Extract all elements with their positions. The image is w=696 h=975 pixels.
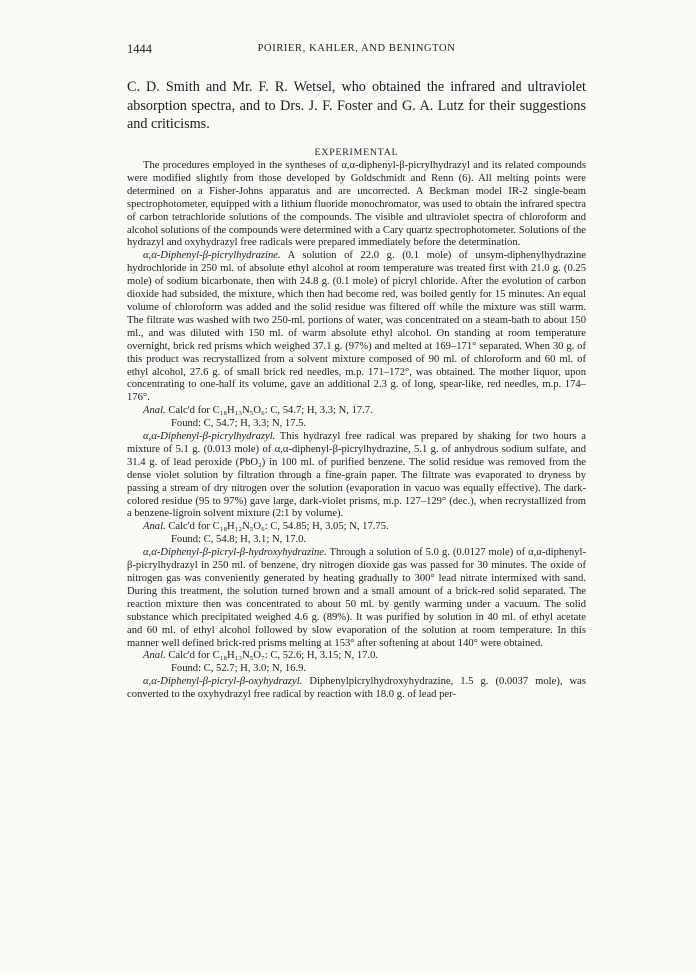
oxyhydrazyl-paragraph	[127, 676, 586, 702]
calculated-values: Calc'd for C₁₈H₁₃N₅O₆: C, 54.7; H, 3.3; N, 17.7.	[168, 405, 373, 417]
page-number: 1444	[127, 42, 152, 56]
analysis-found: Found: C, 54.8; H, 3.1; N, 17.0.	[171, 534, 307, 546]
hydroxyhydrazine-paragraph	[127, 547, 586, 650]
compound-title: α,α-Diphenyl-β-picryl-β-oxyhydrazyl.	[143, 676, 303, 688]
anal-label: Anal.	[143, 521, 166, 533]
procedure-text: Diphenylpicrylhydroxyhydrazine, 1.5 g. (0.0037 mole), was converted to the oxyhydrazyl free radical by reaction with 18.0 g. of lead per-	[127, 676, 586, 701]
anal-label: Anal.	[143, 405, 166, 417]
hydrazyl-paragraph	[127, 431, 586, 521]
calculated-values: Calc'd for C₁₈H₁₂N₅O₆: C, 54.85; H, 3.05; N, 17.75.	[168, 521, 389, 533]
anal-label: Anal.	[143, 650, 166, 662]
acknowledgment-paragraph: C. D. Smith and Mr. F. R. Wetsel, who obtained the infrared and ultraviolet absorption spectra, and to Drs. J. F. Foster and G. A. Lutz for their suggestions and criticisms.	[127, 79, 586, 132]
compound-title: α,α-Diphenyl-β-picrylhydrazine.	[143, 250, 281, 262]
analysis-calculated	[127, 405, 586, 418]
compound-title: α,α-Diphenyl-β-picrylhydrazyl.	[143, 431, 276, 443]
compound-title: α,α-Diphenyl-β-picryl-β-hydroxyhydrazine.	[143, 547, 327, 559]
calculated-values: Calc'd for C₁₈H₁₃N₅O₇: C, 52.6; H, 3.15; N, 17.0.	[168, 650, 379, 662]
analysis-calculated	[127, 521, 586, 534]
analysis-calculated	[127, 650, 586, 663]
experimental-body	[127, 160, 586, 702]
procedure-text: Through a solution of 5.0 g. (0.0127 mole) of α,α-diphenyl-β-picrylhydrazyl in 250 ml. of benzene, dry nitrogen dioxide gas was passed for 30 minutes. The oxide of nitrogen gas was conveniently generated by heating gradually to 300° lead nitrate intermixed with sand. During this treatment, the solution turned brown and a small amount of a brick-red solid separated. The reaction mixture then was concentrated to about 50 ml. by gently warming under a vacuum. The solid substance which precipitated weighed 4.6 g. (89%). It was purified by solution in 40 ml. of ethyl acetate and 60 ml. of ethyl alcohol followed by slow evaporation of the solution at room temperature. In this manner well defined brick-red prisms melting at 153° after softening at about 140° were obtained.	[127, 547, 586, 649]
procedure-text: This hydrazyl free radical was prepared by shaking for two hours a mixture of 5.1 g. (0.013 mole) of α,α-diphenyl-β-picrylhydrazine, 5.1 g. of anhydrous sodium sulfate, and 31.4 g. of lead peroxide (PbO₂) in 100 ml. of purified benzene. The solid residue was removed from the dense violet solution by filtration through a fine-grain paper. The filtrate was evaporated to dryness by passing a stream of dry nitrogen over the solution (evaporation in vacuo was equally effective). The dark-colored residue (95 to 97%) gave large, dark-violet prisms, m.p. 127–129° (dec.), when recrystallized from a benzene-ligroin solvent mixture (2:1 by volume).	[127, 431, 586, 520]
procedure-text: A solution of 22.0 g. (0.1 mole) of unsym-diphenylhydrazine hydrochloride in 250 ml. of absolute ethyl alcohol at room temperature was treated first with 21.0 g. (0.25 mole) of sodium bicarbonate, then with 24.8 g. (0.1 mole) of picryl chloride. After the evolution of carbon dioxide had subsided, the mixture, which then had become red, was boiled gently for 15 minutes. An equal volume of chloroform was added and the solid residue was filtered off while the mixture was still warm. The filtrate was washed with two 250-ml. portions of water, was concentrated on a steam-bath to about 150 ml., and was diluted with 150 ml. of warm absolute ethyl alcohol. On standing at room temperature overnight, brick red prisms which weighed 37.1 g. (97%) and melted at 169–171° separated. When 30 g. of this product was recrystallized from a solvent mixture composed of 90 ml. of chloroform and 60 ml. of ethyl alcohol, 27.6 g. of small brick red needles, m.p. 171–172°, was obtained. The mother liquor, upon concentrating to one-half its volume, gave an additional 2.3 g. of long, spear-like, red needles, m.p. 174–176°.	[127, 250, 586, 404]
section-heading: EXPERIMENTAL	[314, 147, 399, 158]
intro-paragraph: The procedures employed in the syntheses of α,α-diphenyl-β-picrylhydrazyl and its related compounds were modified slightly from those developed by Goldschmidt and Renn (6). All melting points were determined on a Fisher-Johns apparatus and are uncorrected. A Beckman model IR-2 single-beam spectrophotometer, equipped with a lithium fluoride monochromator, was used to obtain the infrared spectra of carbon tetrachloride solutions of the compounds. The visible and ultraviolet spectra of chloroform and alcohol solutions of the compounds were determined with a Cary quartz spectrophotometer. Solutions of the hydrazyl and oxyhydrazyl free radicals were prepared immediately before the determination.	[127, 160, 586, 249]
analysis-found: Found: C, 52.7; H, 3.0; N, 16.9.	[171, 663, 307, 675]
running-title: POIRIER, KAHLER, AND BENINGTON	[257, 43, 456, 54]
hydrazine-paragraph	[127, 250, 586, 405]
analysis-found: Found: C, 54.7; H, 3.3; N, 17.5.	[171, 418, 307, 430]
